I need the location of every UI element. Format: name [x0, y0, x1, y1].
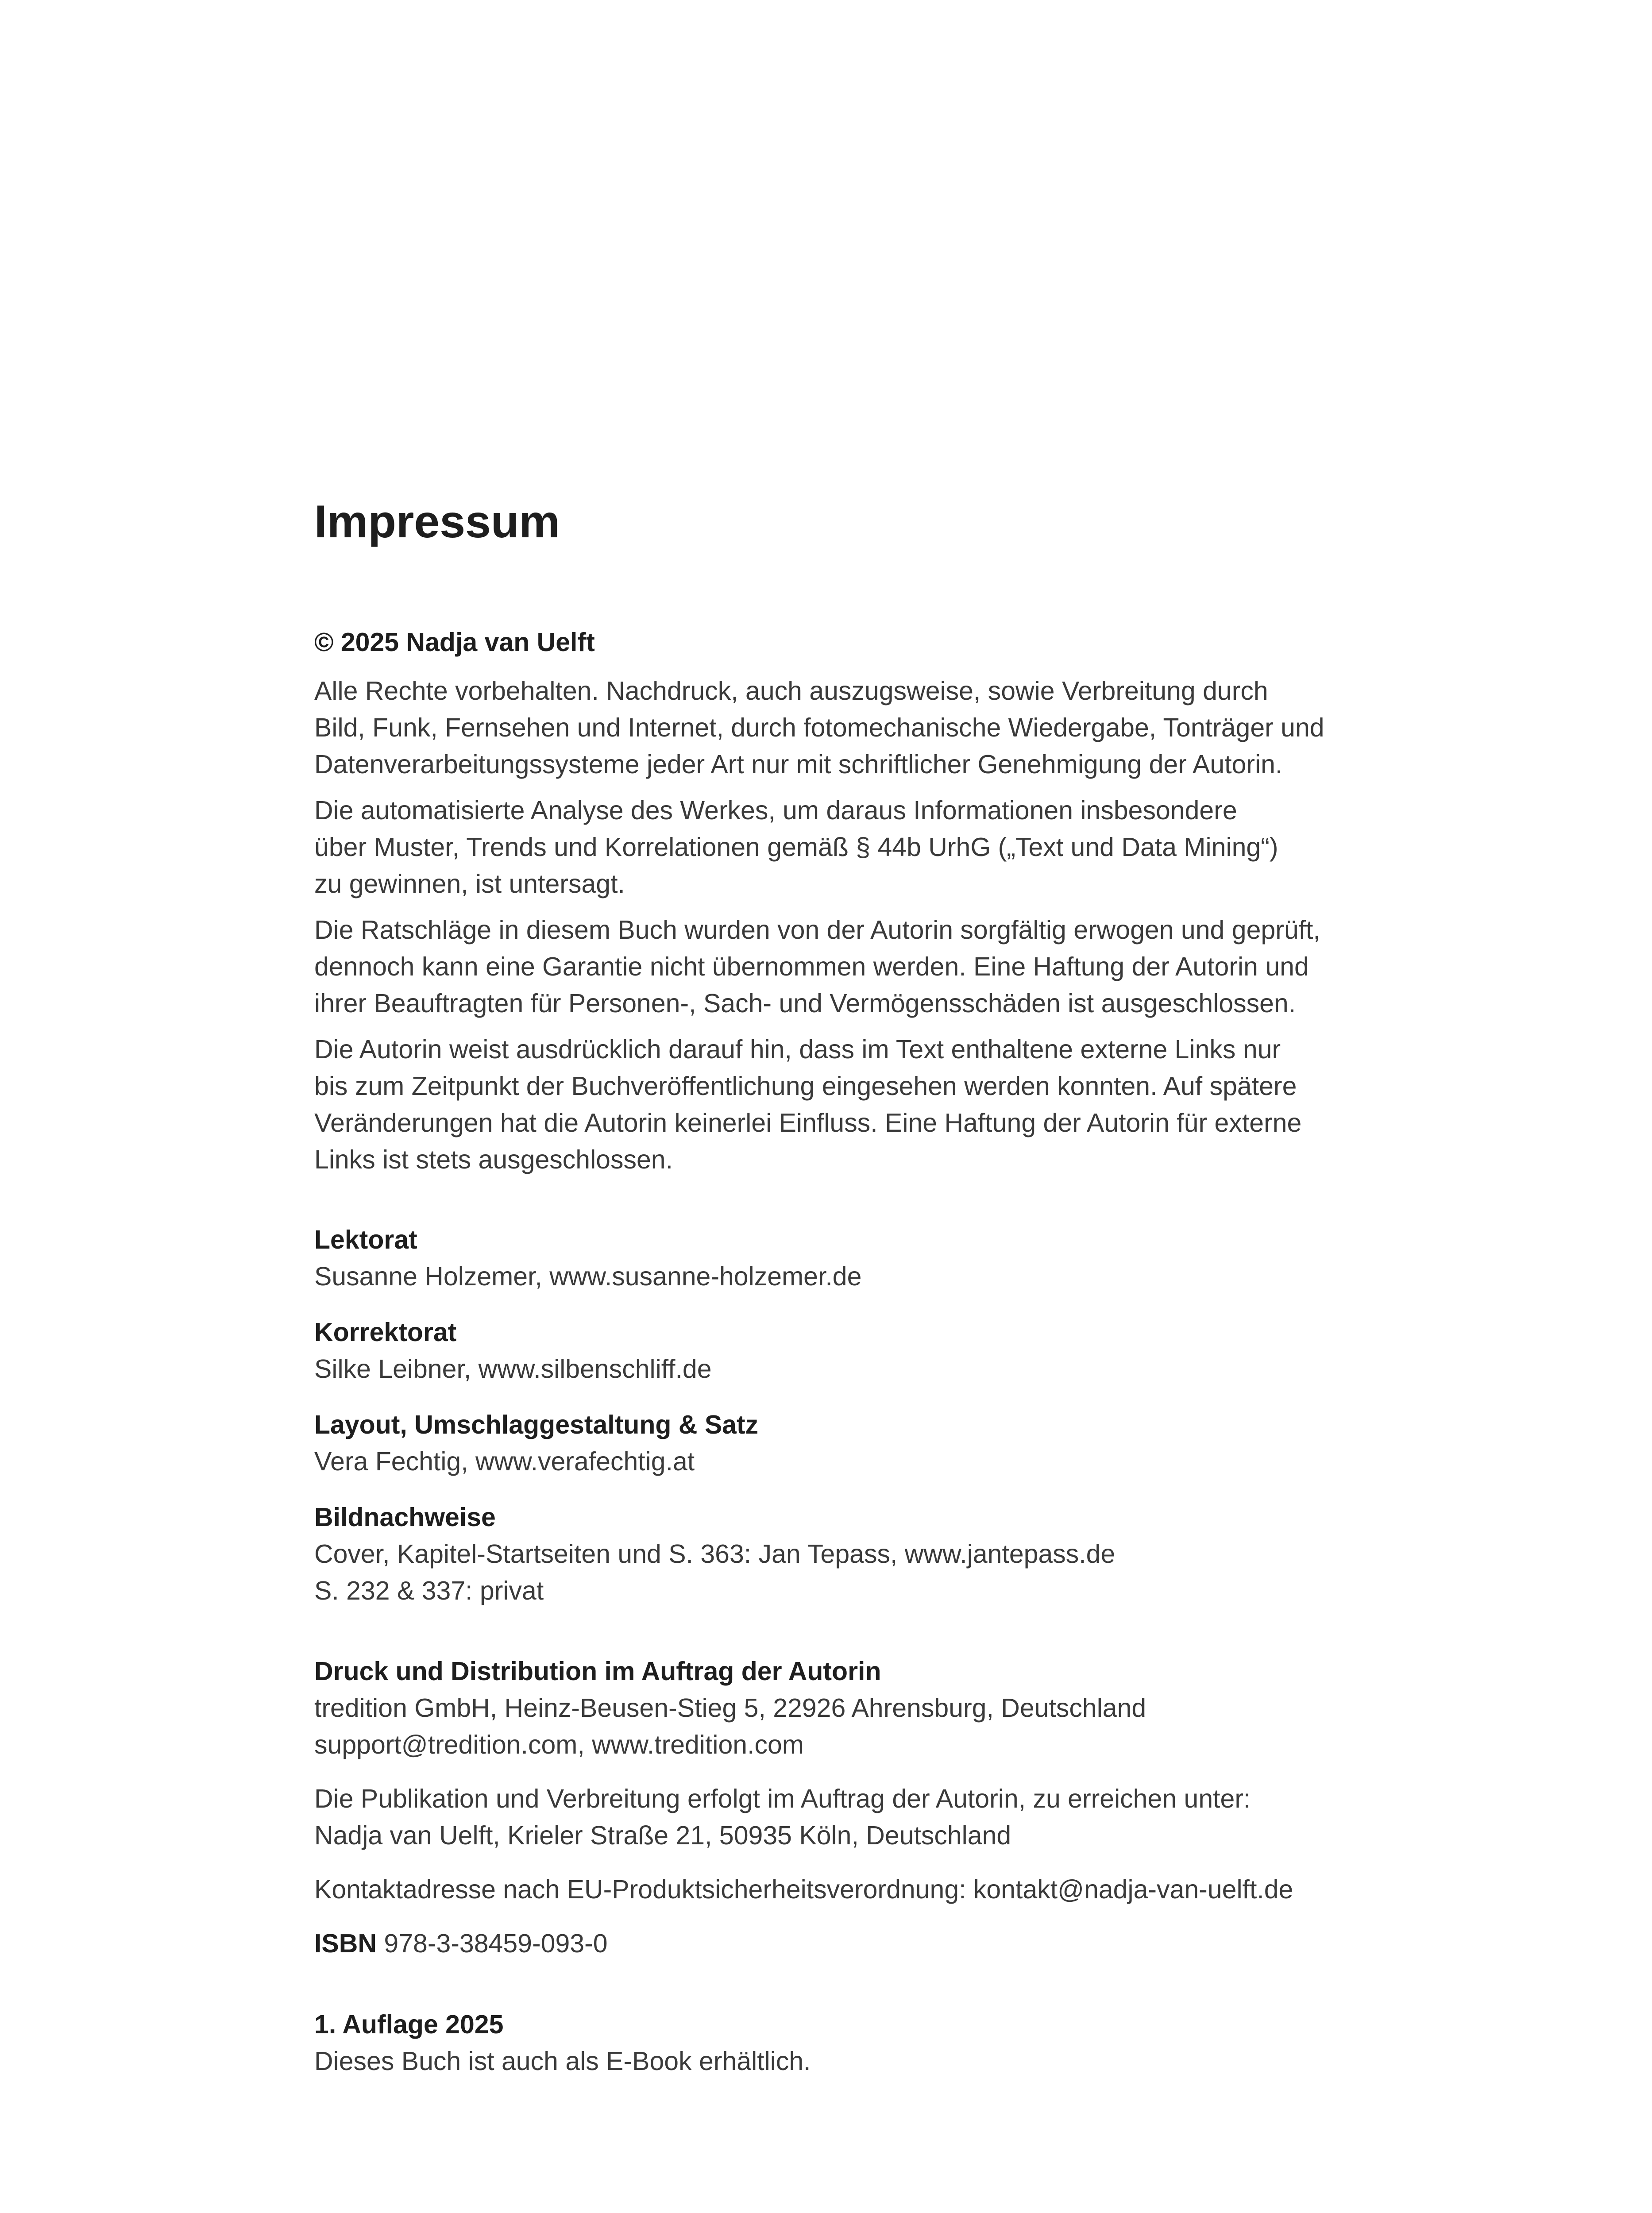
text-data-mining-paragraph: Die automatisierte Analyse des Werkes, um daraus Informationen insbesondere über Muster, Trends und Korrelationen gemäß § 44b UrhG („Text und Data Mining“) zu gewinnen, ist untersagt. [314, 796, 1278, 899]
safety-contact: Kontaktadresse nach EU-Produktsicherheitsverordnung: kontakt@nadja-van-uelft.de [314, 1875, 1293, 1905]
credit-text: Vera Fechtig, www.verafechtig.at [314, 1447, 695, 1477]
isbn-label: ISBN [314, 1929, 377, 1959]
edition-section [314, 2006, 1408, 2080]
publication-note: Die Publikation und Verbreitung erfolgt im Auftrag der Autorin, zu erreichen unter: Nadja van Uelft, Krieler Straße 21, 50935 Köln, Deutschland [314, 1784, 1251, 1851]
credit-lektorat [314, 1222, 1408, 1295]
credit-bildnachweise [314, 1499, 1408, 1609]
isbn-line [314, 1925, 1408, 1962]
credit-heading: Lektorat [314, 1225, 417, 1255]
print-section [314, 1653, 1408, 1962]
legal-notices [314, 673, 1408, 1178]
external-links-paragraph: Die Autorin weist ausdrücklich darauf hin, dass im Text enthaltene externe Links nur bis zum Zeitpunkt der Buchveröffentlichung eingesehen werden konnten. Auf spätere Veränderungen hat die Autorin keinerlei Einfluss. Eine Haftung der Autorin für externe Links ist stets ausgeschlossen. [314, 1035, 1302, 1175]
credits-section [314, 1222, 1408, 1609]
imprint-page [314, 496, 1408, 2080]
credit-layout [314, 1407, 1408, 1480]
page-title: Impressum [314, 496, 560, 547]
print-heading: Druck und Distribution im Auftrag der Autorin [314, 1657, 881, 1686]
credit-text: S. 232 & 337: privat [314, 1576, 544, 1606]
credit-heading: Layout, Umschlaggestaltung & Satz [314, 1410, 759, 1440]
ebook-note: Dieses Buch ist auch als E-Book erhältlich. [314, 2047, 811, 2076]
copyright-line: © 2025 Nadja van Uelft [314, 627, 595, 657]
rights-paragraph: Alle Rechte vorbehalten. Nachdruck, auch auszugsweise, sowie Verbreitung durch Bild, Funk, Fernsehen und Internet, durch fotomechanische Wiedergabe, Tonträger und Datenverarbeitungssysteme jeder Art nur mit schriftlicher Genehmigung der Autorin. [314, 676, 1324, 779]
edition-heading: 1. Auflage 2025 [314, 2010, 504, 2040]
credit-heading: Bildnachweise [314, 1503, 496, 1532]
credit-text: Silke Leibner, www.silbenschliff.de [314, 1354, 712, 1384]
credit-heading: Korrektorat [314, 1318, 457, 1347]
liability-paragraph: Die Ratschläge in diesem Buch wurden von der Autorin sorgfältig erwogen und geprüft, dennoch kann eine Garantie nicht übernommen werden. Eine Haftung der Autorin und ihrer Beauftragten für Personen-, Sach- und Vermögensschäden ist ausgeschlossen. [314, 915, 1320, 1018]
printer-contact: support@tredition.com, www.tredition.com [314, 1730, 804, 1760]
credit-text: Cover, Kapitel-Startseiten und S. 363: Jan Tepass, www.jantepass.de [314, 1539, 1115, 1569]
printer-address: tredition GmbH, Heinz-Beusen-Stieg 5, 22926 Ahrensburg, Deutschland [314, 1693, 1146, 1723]
credit-korrektorat [314, 1314, 1408, 1388]
isbn-value: 978-3-38459-093-0 [384, 1929, 608, 1959]
credit-text: Susanne Holzemer, www.susanne-holzemer.de [314, 1262, 862, 1292]
